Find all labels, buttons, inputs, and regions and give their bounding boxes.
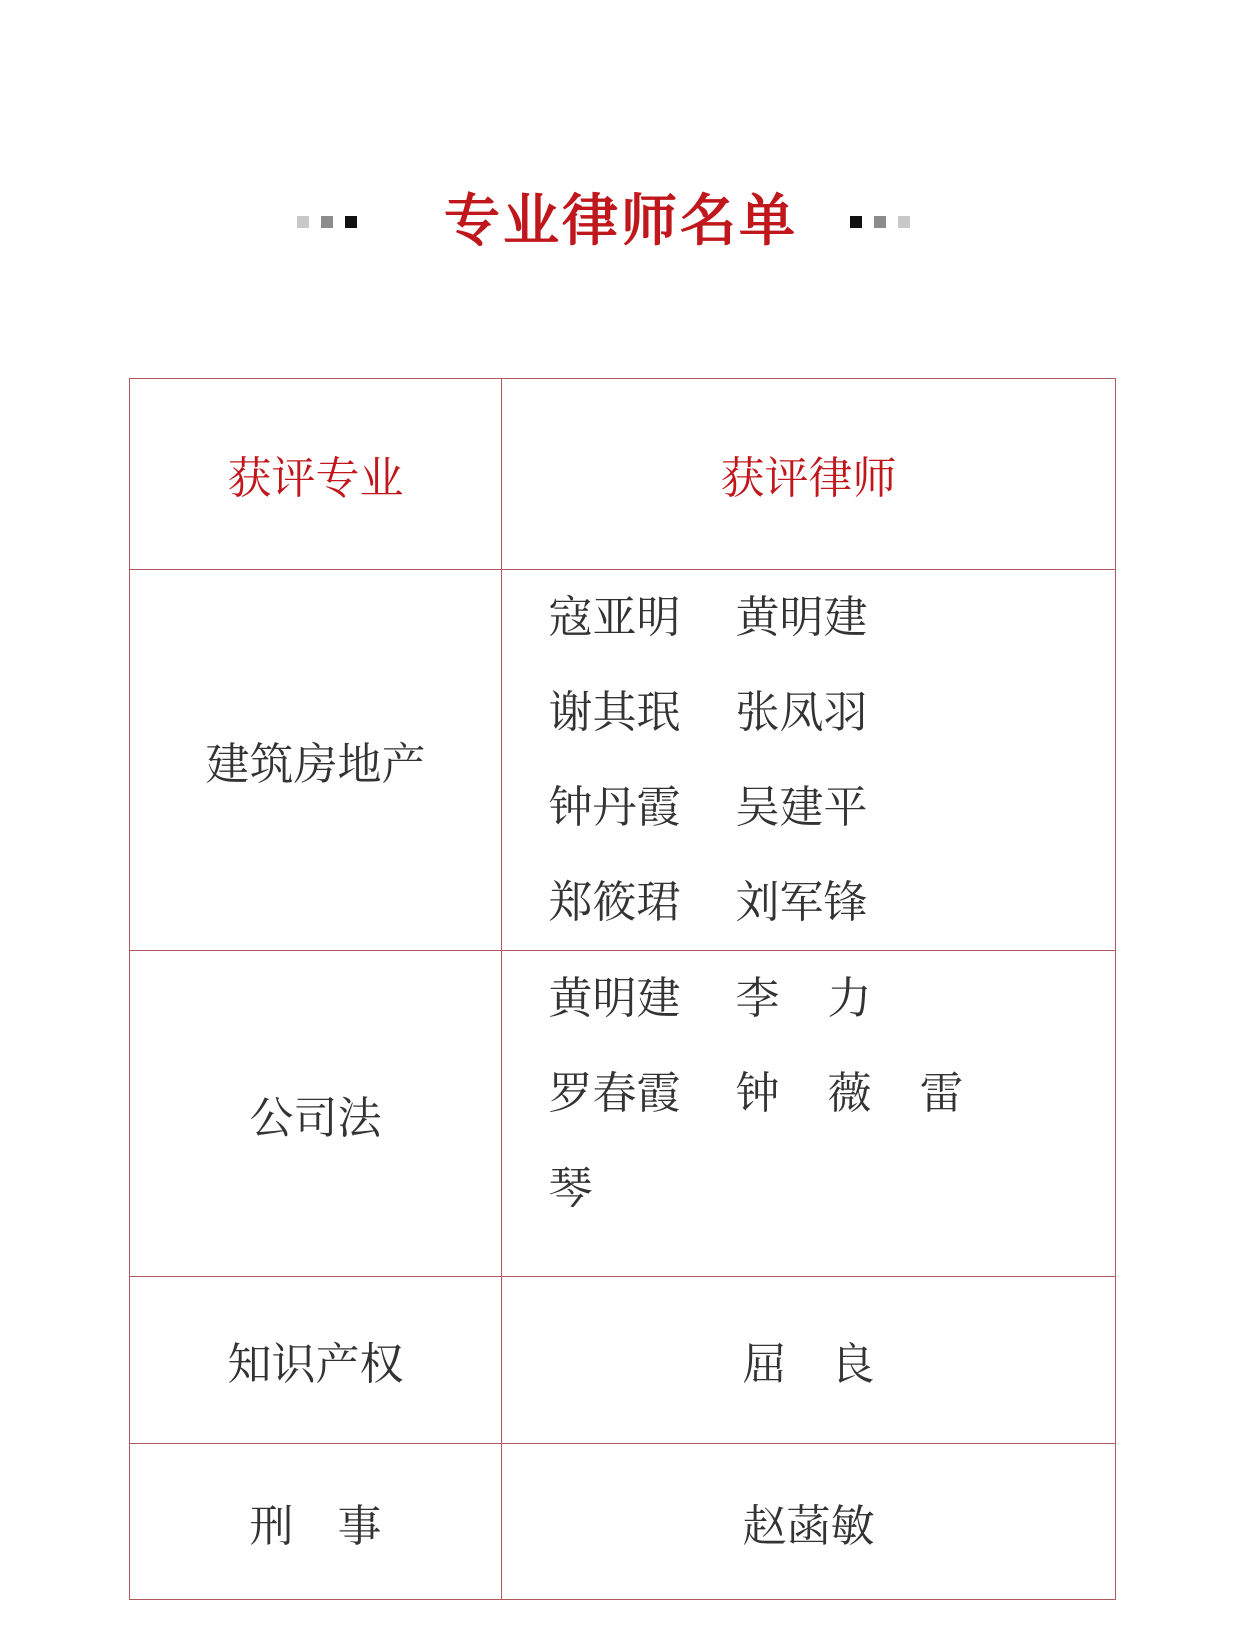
lawyers-cell: 赵菡敏 (502, 1444, 1116, 1600)
right-decoration (850, 216, 912, 228)
lawyer-name-list (549, 951, 1069, 1276)
lawyer-name: 琴 (548, 1163, 593, 1214)
category-cell: 刑 事 (130, 1444, 502, 1600)
lawyer-name: 刘军锋 (735, 877, 868, 928)
lawyer-name: 吴建平 (735, 782, 868, 833)
table-row (130, 1444, 1116, 1600)
lawyer-name: 黄明建 (735, 592, 868, 643)
lawyer-name: 寇亚明 (548, 592, 681, 643)
lawyer-name: 雷 (919, 1068, 964, 1119)
lawyers-cell (502, 570, 1116, 951)
lawyers-cell: 屈 良 (502, 1277, 1116, 1444)
category-cell: 知识产权 (130, 1277, 502, 1444)
lawyer-award-table (129, 378, 1116, 1600)
lawyer-name-list (549, 570, 1069, 950)
deco-square-dark (850, 216, 862, 228)
title-row (0, 182, 1242, 262)
lawyer-name: 谢其珉 (548, 687, 681, 738)
header-category: 获评专业 (130, 379, 502, 570)
deco-square-light (898, 216, 910, 228)
lawyer-name: 黄明建 (548, 973, 681, 1024)
lawyer-name: 力 (827, 973, 872, 1024)
deco-square-mid (874, 216, 886, 228)
lawyer-name: 张凤羽 (735, 687, 868, 738)
lawyer-name: 罗春霞 (548, 1068, 681, 1119)
table-row (130, 951, 1116, 1277)
lawyer-name: 钟 (735, 1068, 780, 1119)
lawyer-name: 李 (735, 973, 780, 1024)
lawyer-name: 郑筱珺 (548, 877, 681, 928)
category-cell: 建筑房地产 (130, 570, 502, 951)
table-row (130, 1277, 1116, 1444)
category-cell: 公司法 (130, 951, 502, 1277)
header-lawyers: 获评律师 (502, 379, 1116, 570)
lawyer-name: 钟丹霞 (548, 782, 681, 833)
page-title: 专业律师名单 (444, 189, 798, 254)
table-row (130, 570, 1116, 951)
table-header-row (130, 379, 1116, 570)
lawyers-cell (502, 951, 1116, 1277)
lawyer-name: 薇 (827, 1068, 872, 1119)
